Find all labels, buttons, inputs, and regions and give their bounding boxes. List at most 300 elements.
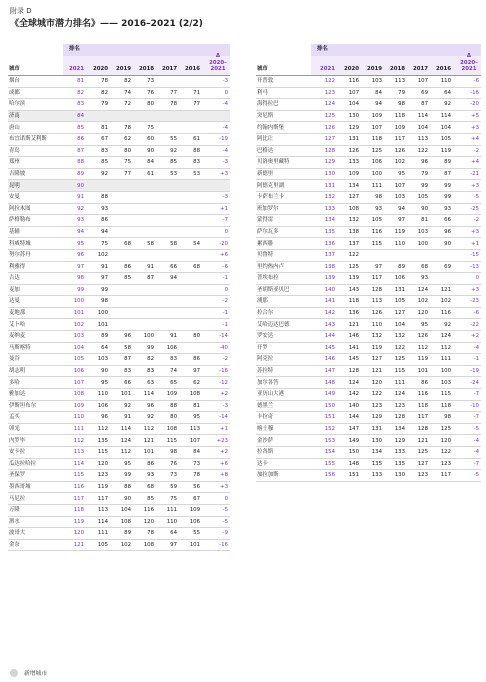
cell-y2017: 66 [170,263,177,270]
cell-y2019: 113 [371,298,382,305]
cell-y2020: 141 [348,344,359,351]
cell-city: 阿比让 [257,136,274,143]
cell-y2017: 117 [417,414,428,421]
cell-city: 哈尔滨 [9,101,26,108]
cell-y2016: 66 [444,217,451,224]
cell-y2021: 135 [324,228,335,235]
cell-y2018: 114 [143,391,154,398]
cell-y2021: 84 [77,112,84,119]
table-row [8,180,230,192]
cell-city: 麦纳麦 [9,333,26,340]
table-row [256,250,481,262]
cell-delta: -14 [219,414,228,421]
cell-delta: +5 [471,112,479,119]
cell-y2017: 114 [417,112,428,119]
cell-y2016: 120 [440,437,451,444]
cell-y2021: 106 [73,368,84,375]
cell-city: 艾哈迈达巴德 [257,321,290,328]
cell-y2019: 78 [124,124,131,131]
cell-delta: +1 [471,240,479,247]
cell-y2020: 116 [348,78,359,85]
table-row [8,204,230,216]
cell-y2018: 118 [394,112,405,119]
table-row [8,157,230,169]
cell-y2021: 120 [73,530,84,537]
table-row [8,505,230,517]
table-row [8,459,230,471]
cell-y2021: 97 [77,263,84,270]
cell-y2018: 103 [394,194,405,201]
cell-y2017: 59 [170,483,177,490]
cell-y2021: 86 [77,136,84,143]
cell-y2020: 135 [97,437,108,444]
cell-y2019: 74 [124,89,131,96]
cell-y2020: 146 [348,333,359,340]
cell-y2020: 130 [348,112,359,119]
cell-city: 科威特城 [9,240,31,247]
cell-y2016: 73 [193,460,200,467]
cell-y2021: 87 [77,147,84,154]
cell-city: 圣胡斯亚贝巴 [257,286,290,293]
column-header-row [8,52,230,76]
cell-y2016: 54 [193,240,200,247]
cell-y2016: 69 [444,263,451,270]
cell-city: 圣保罗 [9,472,26,479]
cell-city: 贝洛奥里藏特 [257,159,290,166]
cell-delta: +4 [471,159,479,166]
cell-y2019: 129 [371,414,382,421]
cell-city: 加尔各答 [257,379,279,386]
col-header-2020: 2020 [92,65,108,72]
cell-y2017: 112 [417,344,428,351]
cell-y2021: 116 [73,483,84,490]
cell-y2020: 99 [101,286,108,293]
col-header-city: 城市 [257,65,268,72]
cell-delta: +6 [220,252,228,259]
table-row [8,273,230,285]
table-body-left [8,76,230,551]
cell-city: 马斯喀特 [9,344,31,351]
cell-y2017: 110 [166,518,177,525]
table-row [256,134,481,146]
cell-city: 班加罗尔 [257,205,279,212]
cell-y2020: 132 [348,217,359,224]
ranking-table-left [8,44,230,551]
col-header-city: 城市 [9,65,20,72]
cell-delta: -16 [219,541,228,548]
cell-y2016: 122 [440,449,451,456]
cell-y2016: 123 [440,460,451,467]
cell-y2020: 109 [348,170,359,177]
cell-city: 布宜诺斯艾利斯 [9,136,47,143]
cell-delta: 0 [224,286,228,293]
cell-y2018: 63 [147,379,154,386]
cell-city: 约翰内斯堡 [257,124,284,131]
col-header-delta [206,53,230,73]
cell-y2020: 67 [101,136,108,143]
column-header-row [256,52,481,76]
cell-y2020: 103 [97,356,108,363]
cell-y2018: 75 [147,124,154,131]
cell-city: 金沙萨 [257,437,274,444]
cell-y2016: 110 [440,78,451,85]
cell-city: 瓜达拉哈拉 [9,460,36,467]
cell-y2017: 79 [421,170,428,177]
cell-y2020: 106 [97,402,108,409]
rank-group-header [8,44,230,56]
cell-y2016: 84 [193,449,200,456]
cell-y2016: 101 [189,541,200,548]
cell-y2017: 80 [170,414,177,421]
cell-y2018: 135 [394,460,405,467]
cell-city: 马尼拉 [9,495,26,502]
cell-y2016: 125 [440,426,451,432]
cell-y2021: 95 [77,240,84,247]
cell-city: 麦加 [9,286,20,293]
cell-city: 加拉加斯 [257,472,279,479]
cell-y2021: 102 [73,321,84,328]
table-row [256,459,481,471]
cell-y2016: 83 [193,159,200,166]
table-row [256,122,481,134]
cell-y2021: 141 [324,298,335,305]
cell-city: 德黑兰 [257,402,274,409]
col-header-2016: 2016 [435,65,451,72]
table-body-right [256,76,481,482]
cell-y2017: 88 [170,402,177,409]
cell-delta: +2 [471,333,479,340]
cell-y2021: 83 [77,101,84,108]
cell-delta: -5 [222,518,228,525]
cell-y2016: 117 [440,472,451,479]
cell-y2018: 119 [394,228,405,235]
cell-y2017: 55 [170,136,177,143]
cell-y2016: 56 [193,483,200,490]
cell-y2018: 91 [147,263,154,270]
cell-y2017: 65 [170,379,177,386]
cell-y2018: 133 [394,449,405,456]
table-row [256,389,481,401]
table-row [256,76,481,88]
cell-y2019: 88 [124,483,131,490]
cell-y2017: 90 [421,205,428,212]
cell-y2020: 83 [101,147,108,154]
cell-y2020: 144 [348,414,359,421]
cell-y2020: 96 [101,414,108,421]
cell-y2021: 125 [324,112,335,119]
cell-city: 达曼 [9,298,20,305]
cell-y2019: 108 [120,518,131,525]
cell-y2019: 115 [371,240,382,247]
cell-y2016: 100 [440,368,451,375]
cell-y2021: 104 [73,344,84,351]
appendix-label: 附录 D [10,7,32,15]
cell-delta: +2 [220,391,228,398]
cell-y2020: 143 [348,286,359,293]
cell-y2017: 73 [170,472,177,479]
cell-y2021: 118 [73,507,84,514]
cell-y2020: 115 [97,449,108,456]
cell-y2020: 114 [97,518,108,525]
cell-y2019: 83 [124,368,131,375]
cell-y2018: 100 [143,333,154,340]
cell-y2019: 94 [375,101,382,108]
cell-y2019: 125 [371,147,382,154]
cell-delta: -5 [473,472,479,479]
cell-y2017: 83 [170,356,177,363]
cell-y2017: 115 [166,437,177,444]
cell-y2021: 112 [73,437,84,444]
table-row [8,343,230,355]
cell-y2020: 89 [101,333,108,340]
cell-y2018: 102 [394,159,405,166]
cell-y2018: 116 [143,507,154,514]
cell-city: 内罗毕 [9,437,26,444]
cell-y2020: 123 [97,472,108,479]
cell-y2020: 139 [348,275,359,282]
cell-y2018: 101 [143,449,154,456]
table-row [256,238,481,250]
cell-city: 泗水 [9,518,20,525]
cell-delta: -4 [473,449,479,456]
cell-delta: -3 [222,78,228,85]
cell-city: 金奈 [9,541,20,548]
cell-y2021: 149 [324,391,335,398]
cell-y2018: 121 [143,437,154,444]
cell-city: 拉各斯 [257,449,274,456]
table-row [256,296,481,308]
cell-y2020: 79 [101,101,108,108]
cell-y2017: 98 [170,449,177,456]
cell-city: 阿德克里湖 [257,182,284,189]
cell-delta: -3 [222,159,228,166]
cell-city: 达卡 [257,460,268,467]
cell-city: 胡志明 [9,368,26,375]
cell-y2016: 119 [440,147,451,154]
cell-delta: -4 [222,101,228,108]
cell-y2020: 95 [101,379,108,386]
cell-city: 万隆 [9,507,20,514]
cell-y2018: 129 [394,437,405,444]
cell-y2020: 102 [97,252,108,259]
cell-delta: -16 [470,89,479,96]
delta-symbol: Δ [466,52,472,59]
cell-y2020: 64 [101,344,108,351]
cell-delta: -6 [473,310,479,317]
col-header-2017: 2017 [161,65,177,72]
cell-y2018: 89 [398,263,405,270]
cell-y2020: 75 [101,240,108,247]
table-row [256,470,481,482]
cell-y2017: 123 [417,472,428,479]
cell-y2017: 101 [417,368,428,375]
cell-y2016: 92 [444,321,451,328]
cell-y2019: 84 [375,89,382,96]
cell-y2020: 136 [348,310,359,317]
table-row [8,146,230,158]
cell-city: 安卡拉 [9,449,26,456]
cell-y2018: 130 [394,472,405,479]
cell-y2018: 105 [394,298,405,305]
cell-y2017: 96 [421,159,428,166]
cell-delta: +8 [220,472,228,479]
cell-y2021: 85 [77,124,84,131]
cell-y2020: 105 [97,541,108,548]
cell-y2020: 81 [101,124,108,131]
rank-group-label: 排名 [317,46,328,52]
cell-y2018: 107 [394,182,405,189]
cell-y2020: 151 [348,472,359,479]
cell-y2017: 87 [421,101,428,108]
cell-delta: 0 [475,275,479,282]
cell-y2019: 116 [371,228,382,235]
table-row [8,424,230,436]
cell-y2017: 111 [166,507,177,514]
cell-city: 卡萨布兰卡 [257,194,284,201]
cell-y2019: 98 [375,194,382,201]
cell-y2016: 115 [440,391,451,398]
cell-y2019: 111 [371,182,382,189]
cell-y2019: 133 [371,472,382,479]
cell-y2021: 82 [77,89,84,96]
cell-y2018: 126 [394,147,405,154]
cell-y2019: 114 [120,426,131,432]
cell-y2017: 94 [170,275,177,282]
cell-y2020: 112 [97,426,108,432]
table-row [8,88,230,100]
cell-y2017: 127 [417,460,428,467]
table-row [8,435,230,447]
cell-y2020: 119 [97,483,108,490]
cell-y2019: 119 [371,344,382,351]
cell-city: 累西腓 [257,240,274,247]
cell-y2020: 104 [348,101,359,108]
cell-delta: +6 [220,460,228,467]
cell-delta: +3 [220,170,228,177]
cell-y2017: 68 [421,263,428,270]
cell-y2018: 85 [147,495,154,502]
cell-y2021: 122 [324,78,335,85]
table-row [8,238,230,250]
cell-y2021: 145 [324,344,335,351]
cell-y2020: 140 [348,402,359,409]
delta-range: 2020–2021 [209,59,227,73]
cell-y2019: 135 [371,460,382,467]
cell-y2021: 110 [73,414,84,421]
cell-y2016: 90 [444,240,451,247]
cell-y2017: 106 [166,344,177,351]
cell-y2020: 150 [348,449,359,456]
table-row [256,192,481,204]
cell-delta: -24 [470,379,479,386]
cell-y2017: 100 [417,240,428,247]
col-header-2018: 2018 [389,65,405,72]
cell-y2020: 100 [97,310,108,317]
table-row [8,470,230,482]
table-row [8,493,230,505]
cell-y2020: 118 [348,298,359,305]
cell-y2019: 58 [124,344,131,351]
cell-y2019: 126 [371,310,382,317]
cell-y2021: 129 [324,159,335,166]
cell-y2021: 99 [77,286,84,293]
cell-y2020: 145 [348,356,359,363]
cell-y2020: 94 [101,228,108,235]
cell-y2019: 85 [124,275,131,282]
cell-y2020: 137 [348,240,359,247]
cell-y2017: 122 [417,147,428,154]
cell-y2018: 76 [147,89,154,96]
cell-y2016: 105 [440,136,451,143]
cell-y2021: 138 [324,263,335,270]
delta-range: 2020–2021 [460,59,478,73]
cell-city: 青岛 [9,147,20,154]
table-row [256,180,481,192]
cell-y2018: 80 [147,101,154,108]
cell-y2018: 90 [147,147,154,154]
table-row [256,273,481,285]
table-row [256,215,481,227]
cell-y2018: 93 [147,472,154,479]
cell-y2019: 66 [124,379,131,386]
cell-delta: +4 [471,136,479,143]
table-row [256,424,481,436]
cell-city: 郑州 [9,159,20,166]
cell-y2019: 120 [371,379,382,386]
cell-y2017: 109 [166,391,177,398]
cell-delta: -6 [222,263,228,270]
cell-y2019: 123 [371,402,382,409]
table-row [256,377,481,389]
cell-y2020: 85 [101,159,108,166]
cell-city: 贝鲁特 [257,252,274,259]
cell-y2016: 99 [444,182,451,189]
cell-delta: +2 [220,449,228,456]
cell-y2016: 78 [193,472,200,479]
table-row [256,111,481,123]
cell-y2020: 148 [348,460,359,467]
cell-delta: -4 [473,437,479,444]
cell-city: 多哈 [9,379,20,386]
table-row [8,134,230,146]
cell-y2020: 107 [348,89,359,96]
cell-y2019: 75 [124,159,131,166]
cell-y2019: 128 [371,286,382,293]
cell-y2016: 97 [193,368,200,375]
cell-y2017: 105 [417,194,428,201]
cell-y2020: 113 [97,507,108,514]
cell-y2018: 134 [394,426,405,432]
table-row [256,435,481,447]
cell-y2020: 86 [101,217,108,224]
cell-delta: -20 [219,240,228,247]
cell-y2019: 100 [371,170,382,177]
cell-y2019: 127 [371,356,382,363]
cell-delta: -21 [470,170,479,177]
cell-y2018: 115 [394,368,405,375]
cell-y2021: 132 [324,194,335,201]
cell-y2019: 104 [120,507,131,514]
cell-city: 喀土穆 [257,426,274,432]
cell-y2020: 91 [101,263,108,270]
cell-y2016: 88 [193,147,200,154]
cell-y2020: 128 [348,368,359,375]
cell-y2021: 150 [324,402,335,409]
cell-delta: -1 [473,356,479,363]
cell-y2017: 108 [166,426,177,432]
cell-y2016: 124 [440,333,451,340]
col-header-2018: 2018 [138,65,154,72]
